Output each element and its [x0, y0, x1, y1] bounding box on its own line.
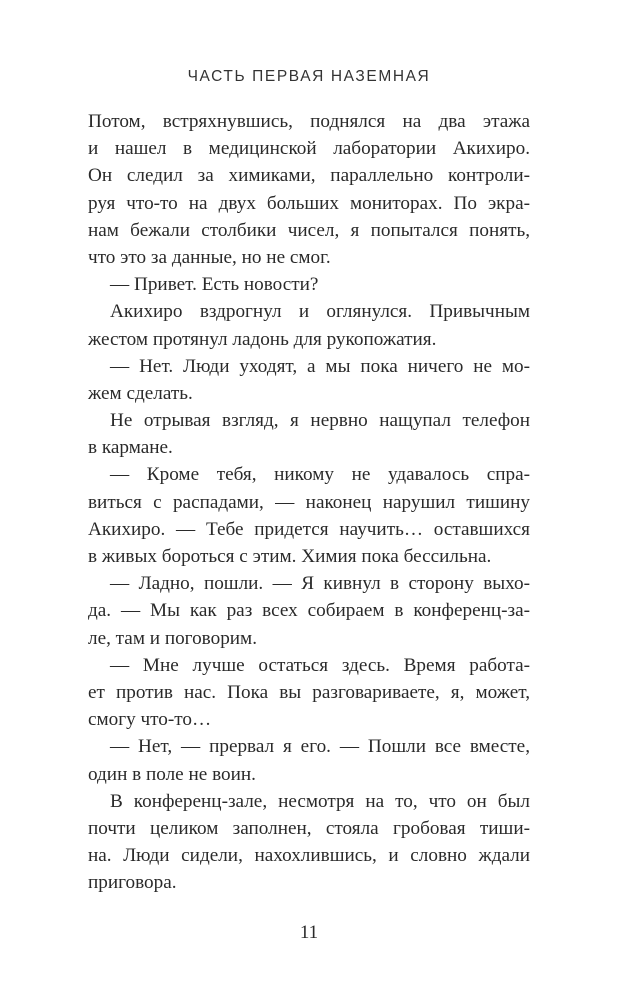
text-line: один в поле не воин.: [88, 763, 256, 785]
text-line: руя что-то на двух больших мониторах. По экра-: [88, 192, 530, 214]
text-line: да. — Мы как раз всех собираем в конференц-за-: [88, 600, 530, 622]
text-line: и нашел в медицинской лаборатории Акихиро.: [88, 138, 530, 160]
text-line: Он следил за химиками, параллельно контроли-: [88, 165, 530, 187]
text-line: — Кроме тебя, никому не удавалось спра-: [110, 464, 530, 486]
text-line: Акихиро вздрогнул и оглянулся. Привычным: [110, 301, 530, 323]
text-line: нам бежали столбики чисел, я попытался понять,: [88, 219, 530, 241]
text-line: жестом протянул ладонь для рукопожатия.: [88, 328, 437, 350]
text-line: почти целиком заполнен, стояла гробовая тиши-: [88, 817, 530, 839]
text-line: жем сделать.: [88, 382, 193, 404]
text-line: — Нет, — прервал я его. — Пошли все вместе,: [110, 736, 530, 758]
text-line: ет против нас. Пока вы разговариваете, я, может,: [88, 681, 530, 703]
text-line: виться с распадами, — наконец нарушил тишину: [88, 491, 530, 513]
text-line: В конференц-зале, несмотря на то, что он был: [110, 790, 530, 812]
page-body-text: [88, 108, 530, 896]
text-line: Не отрывая взгляд, я нервно нащупал телефон: [110, 410, 530, 432]
text-line: — Нет. Люди уходят, а мы пока ничего не мо-: [110, 355, 530, 377]
text-line: ле, там и поговорим.: [88, 627, 257, 649]
text-line: Потом, встряхнувшись, поднялся на два этажа: [88, 111, 530, 132]
text-line: приговора.: [88, 872, 177, 894]
text-line: — Привет. Есть новости?: [110, 274, 319, 296]
text-line: в живых бороться с этим. Химия пока бессильна.: [88, 546, 492, 567]
text-line: — Ладно, пошли. — Я кивнул в сторону выхо-: [110, 573, 530, 595]
running-header: ЧАСТЬ ПЕРВАЯ НАЗЕМНАЯ: [187, 68, 431, 85]
text-line: Акихиро. — Тебе придется научить… оставшихся: [88, 518, 530, 540]
text-line: что это за данные, но не смог.: [88, 246, 331, 268]
text-line: на. Люди сидели, нахохлившись, и словно ждали: [88, 845, 530, 867]
page-number: 11: [299, 922, 319, 943]
text-line: смогу что-то…: [88, 709, 212, 731]
text-line: в кармане.: [88, 437, 173, 459]
text-line: — Мне лучше остаться здесь. Время работа-: [110, 654, 530, 676]
